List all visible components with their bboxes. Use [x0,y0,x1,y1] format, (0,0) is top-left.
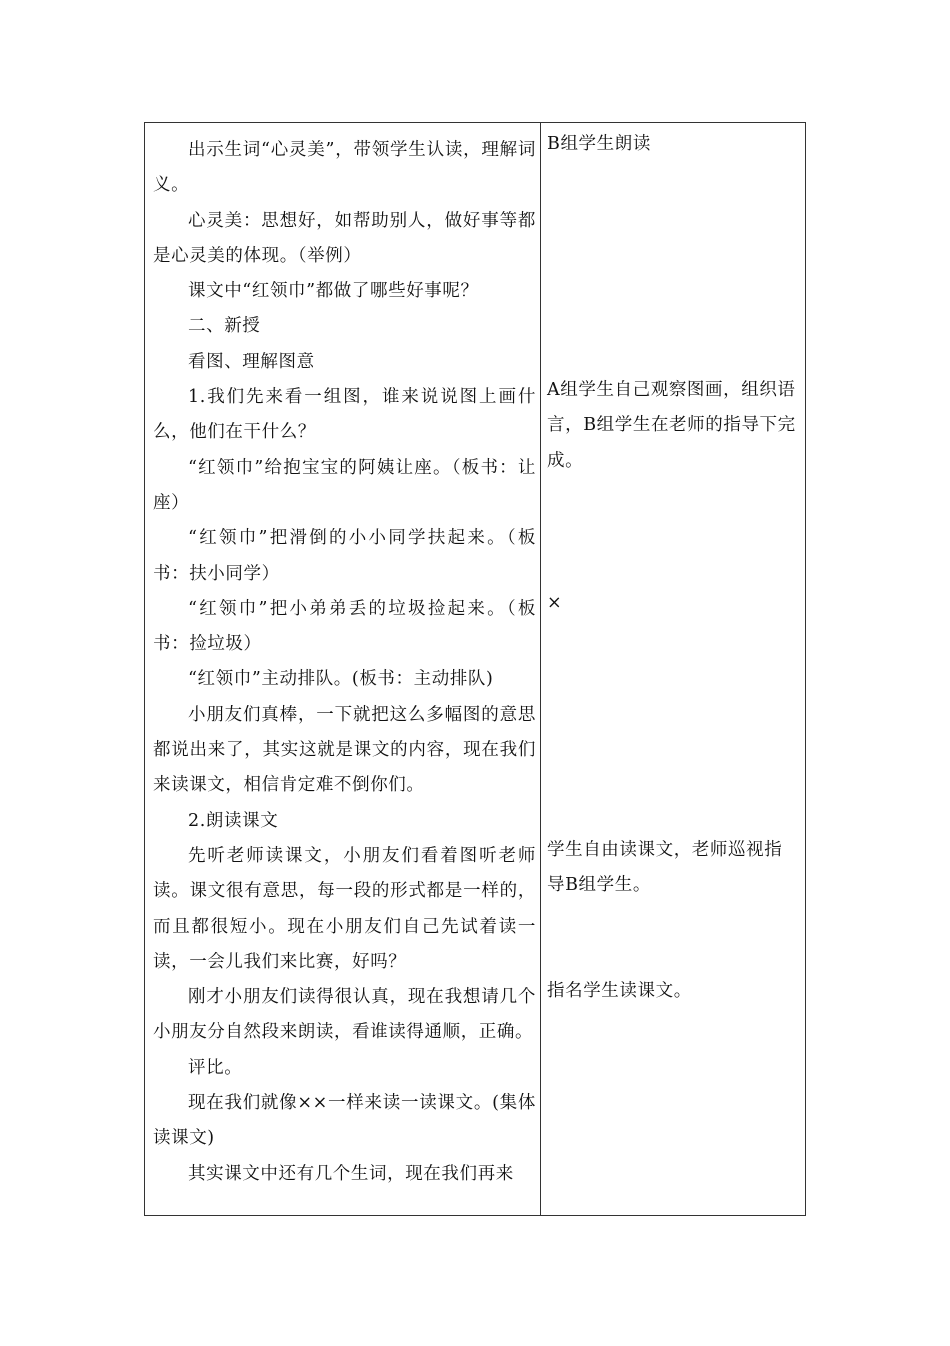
paragraph-7: “红领巾”给抱宝宝的阿姨让座。（板书：让座） [153,457,536,513]
teacher-activity-column [145,123,541,1215]
section-heading-new-lesson: 二、新授 [188,316,261,337]
paragraph-8: “红领巾”把滑倒的小小同学扶起来。（板书：扶小同学） [153,528,536,584]
paragraph-16: 现在我们就像××一样来读一读课文。(集体读课文) [153,1093,536,1149]
paragraph-3: 课文中“红领巾”都做了哪些好事呢？ [188,281,479,302]
paragraph-10: “红领巾”主动排队。(板书：主动排队) [188,669,494,690]
note-free-reading: 学生自由读课文，老师巡视指导B组学生。 [547,840,783,896]
student-activity-column [541,123,805,1215]
note-mark: × [547,593,563,613]
note-b-group-reading: B组学生朗读 [547,134,651,154]
paragraph-2: 心灵美：思想好，如帮助别人，做好事等都是心灵美的体现。（举例） [153,210,536,266]
paragraph-15: 评比。 [188,1057,243,1078]
note-a-group-observe: A组学生自己观察图画，组织语言，B组学生在老师的指导下完成。 [547,380,796,471]
paragraph-1: 出示生词“心灵美”，带领学生认读，理解词义。 [153,140,536,196]
lesson-plan-table [144,122,806,1216]
paragraph-13: 先听老师读课文，小朋友们看着图听老师读。课文很有意思，每一段的形式都是一样的，而且都很短小。现在小朋友们自己先试着读一读，一会儿我们来比赛，好吗？ [153,845,536,972]
paragraph-5: 看图、理解图意 [188,351,315,372]
paragraph-14: 刚才小朋友们读得很认真，现在我想请几个小朋友分自然段来朗读，看谁读得通顺，正确。 [153,987,536,1043]
paragraph-6: 1.我们先来看一组图，谁来说说图上画什么，他们在干什么？ [153,387,536,443]
paragraph-12: 2.朗读课文 [188,810,279,831]
paragraph-17: 其实课文中还有几个生词，现在我们再来 [188,1163,514,1184]
paragraph-9: “红领巾”把小弟弟丢的垃圾捡起来。（板书：捡垃圾） [153,598,536,655]
paragraph-11: 小朋友们真棒，一下就把这么多幅图的意思都说出来了，其实这就是课文的内容，现在我们来读课文，相信肯定难不倒你们。 [153,704,536,796]
note-named-reading: 指名学生读课文。 [547,981,692,1001]
